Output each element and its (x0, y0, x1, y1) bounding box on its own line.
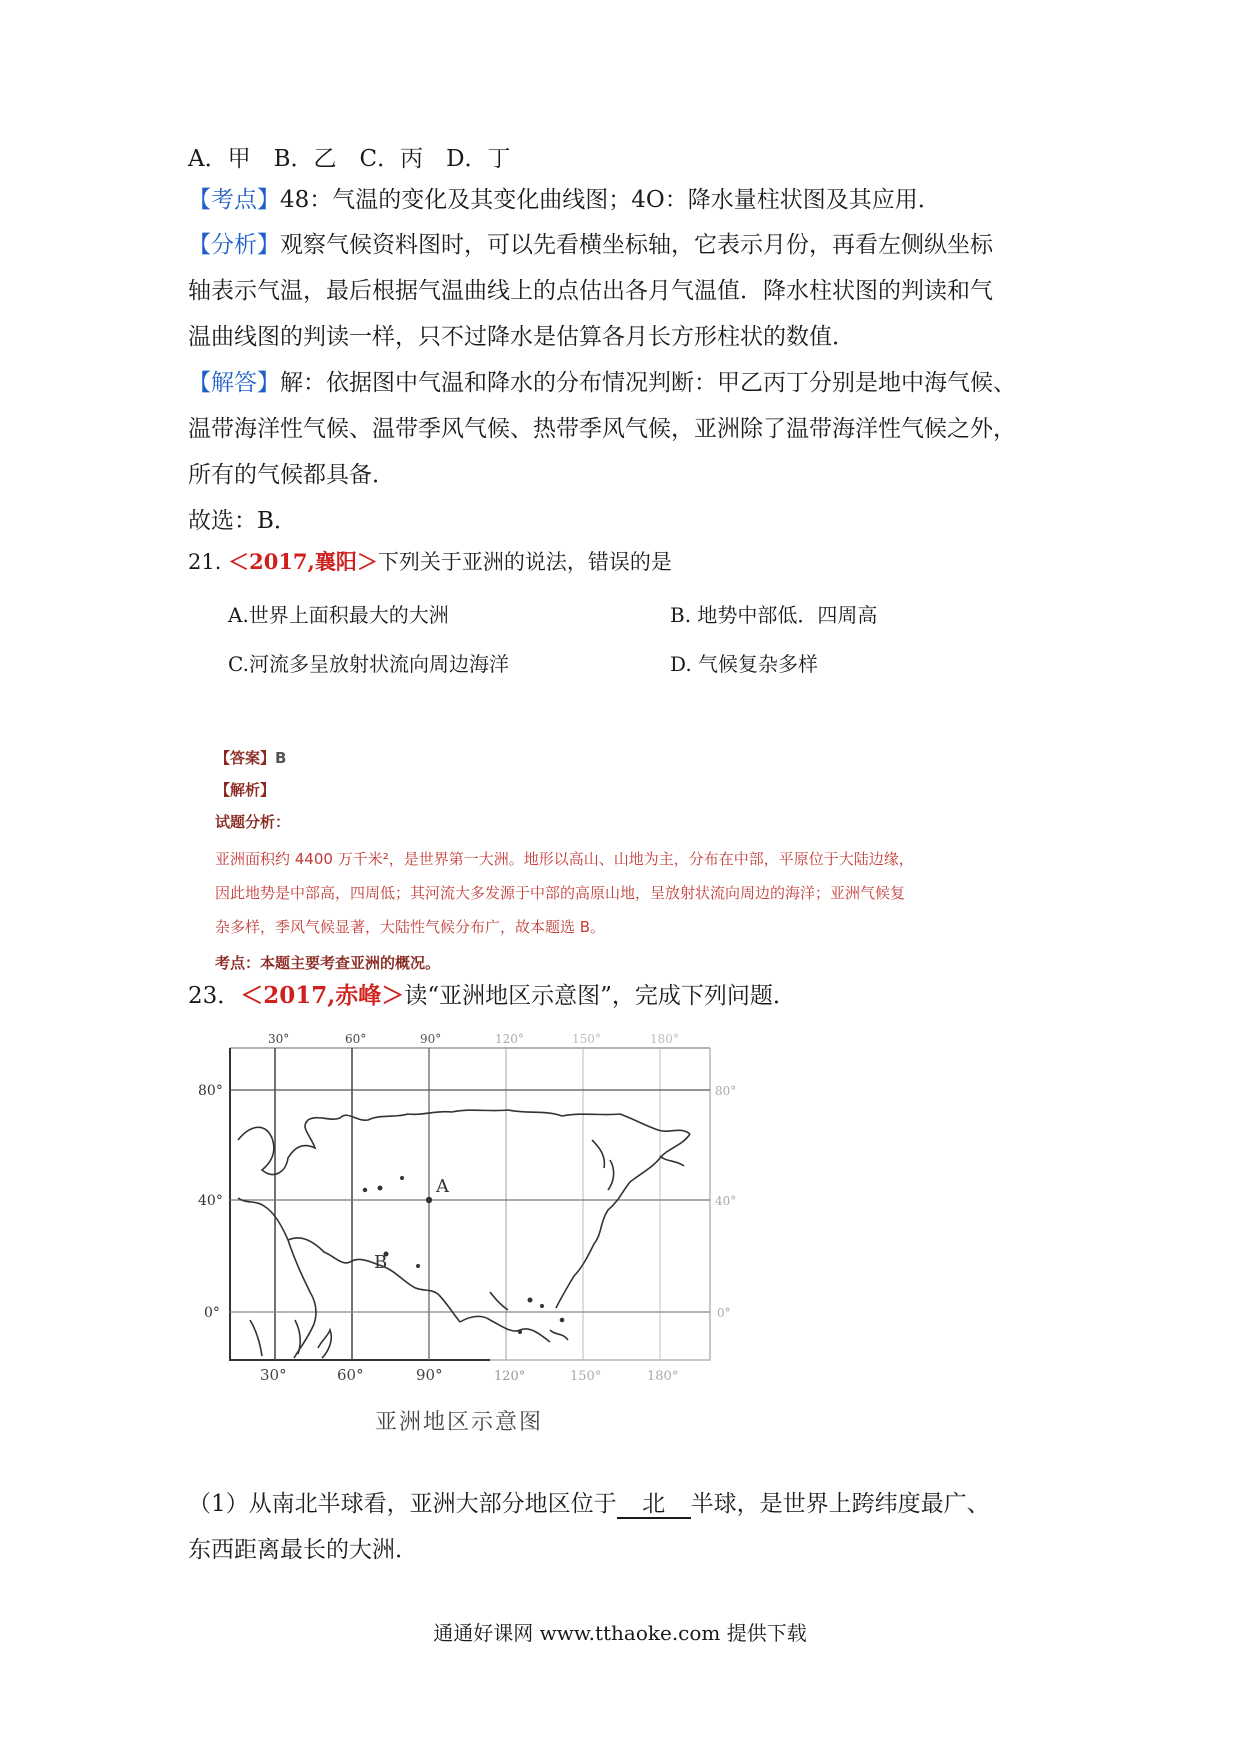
q21-analysis-line2: 因此地势是中部高，四周低；其河流大多发源于中部的高原山地，呈放射状流向周边的海洋；亚洲气候复 (215, 884, 906, 902)
q21-number: 21. (188, 550, 222, 574)
kaodian-tag: 【考点】 (188, 187, 280, 213)
lat-left-0: 0° (204, 1305, 220, 1321)
map-right-frame (490, 1048, 710, 1360)
q21-jiexi-tag: 【解析】 (215, 781, 276, 799)
jieda-tag: 【解答】 (188, 370, 280, 396)
lon-top-30: 30° (268, 1032, 290, 1046)
q21-option-d: D. 气候复杂多样 (670, 652, 819, 676)
sub1-pre: （1）从南北半球看，亚洲大部分地区位于 (188, 1491, 617, 1517)
lon-bottom-180: 180° (647, 1369, 679, 1384)
point-a-label: A (436, 1176, 449, 1197)
q20-fenxi-line1 (188, 229, 993, 261)
q21-analysis-line3: 杂多样，季风气候显著，大陆性气候分布广，故本题选 B。 (215, 918, 606, 936)
lon-bottom-90: 90° (416, 1366, 443, 1384)
page-footer: 通通好课网 www.tthaoke.com 提供下载 (433, 1621, 807, 1645)
q21-source: ＜2017,襄阳＞ (228, 549, 378, 574)
asia-map (190, 1030, 790, 1420)
map-left-frame (230, 1048, 490, 1360)
asia-map-figure (190, 1030, 790, 1450)
q20-jieda-line2: 温带海洋性气候、温带季风气候、热带季风气候，亚洲除了温带海洋性气候之外， (188, 416, 1016, 442)
q23-sub1-line1 (188, 1488, 990, 1520)
q21-answer (215, 747, 286, 769)
q20-fenxi-line3: 温曲线图的判读一样，只不过降水是估算各月长方形柱状的数值． (188, 324, 855, 350)
lat-left-80: 80° (198, 1083, 223, 1099)
map-caption: 亚洲地区示意图 (375, 1410, 544, 1435)
fenxi-text-1: 观察气候资料图时，可以先看横坐标轴，它表示月份，再看左侧纵坐标 (280, 232, 993, 258)
q20-kaodian (188, 184, 941, 216)
lon-bottom-120: 120° (494, 1369, 526, 1384)
q23-sub1-line2: 东西距离最长的大洲． (188, 1537, 418, 1563)
q20-fenxi-line2: 轴表示气温，最后根据气温曲线上的点估出各月气温值．降水柱状图的判读和气 (188, 278, 993, 304)
q21-shiti-fenxi: 试题分析： (215, 813, 291, 831)
lat-right-80: 80° (715, 1084, 737, 1098)
lon-top-90: 90° (420, 1032, 442, 1046)
fenxi-tag: 【分析】 (188, 232, 280, 258)
q20-options: A．甲 B．乙 C．丙 D．丁 (188, 146, 511, 172)
q23-source: ＜2017,赤峰＞ (240, 982, 405, 1009)
point-a-marker (426, 1197, 432, 1203)
lon-bottom-60: 60° (337, 1366, 364, 1384)
answer-value: B (275, 749, 287, 767)
jieda-text-1: 解：依据图中气温和降水的分布情况判断：甲乙丙丁分别是地中海气候、 (280, 370, 1016, 396)
q20-jieda-line3: 所有的气候都具备． (188, 462, 395, 488)
lon-top-150: 150° (572, 1032, 601, 1046)
lon-top-60: 60° (345, 1032, 367, 1046)
q21-option-a: A.世界上面积最大的大洲 (228, 603, 449, 627)
q21-stem-line (188, 546, 672, 578)
lat-right-40: 40° (715, 1194, 737, 1208)
q20-jieda-line1 (188, 367, 1016, 399)
sub1-answer-blank: 北 (617, 1491, 691, 1519)
q21-kaodian: 考点：本题主要考查亚洲的概况。 (215, 954, 441, 972)
coastline (238, 1110, 690, 1358)
point-b-label: B (374, 1252, 388, 1273)
lat-left-40: 40° (198, 1193, 223, 1209)
q20-guxuan: 故选：B． (188, 508, 297, 534)
lat-right-0: 0° (717, 1306, 731, 1320)
q21-stem: 下列关于亚洲的说法，错误的是 (377, 550, 672, 574)
q23-number: 23． (188, 983, 241, 1009)
lon-top-180: 180° (650, 1032, 679, 1046)
q21-option-c: C.河流多呈放射状流向周边海洋 (228, 652, 509, 676)
lon-bottom-150: 150° (570, 1369, 602, 1384)
lon-top-120: 120° (495, 1032, 524, 1046)
kaodian-text: 48：气温的变化及其变化曲线图；4O：降水量柱状图及其应用． (280, 187, 941, 213)
q23-stem-line (188, 980, 796, 1012)
sub1-post: 半球，是世界上跨纬度最广、 (690, 1491, 990, 1517)
q21-analysis-line1: 亚洲面积约 4400 万千米²，是世界第一大洲。地形以高山、山地为主，分布在中部，平原位于大陆边缘， (215, 850, 914, 868)
q23-stem: 读“亚洲地区示意图”，完成下列问题． (404, 983, 796, 1009)
lon-bottom-30: 30° (260, 1366, 287, 1384)
answer-tag: 【答案】 (215, 749, 276, 767)
q21-option-b: B. 地势中部低．四周高 (670, 603, 878, 627)
